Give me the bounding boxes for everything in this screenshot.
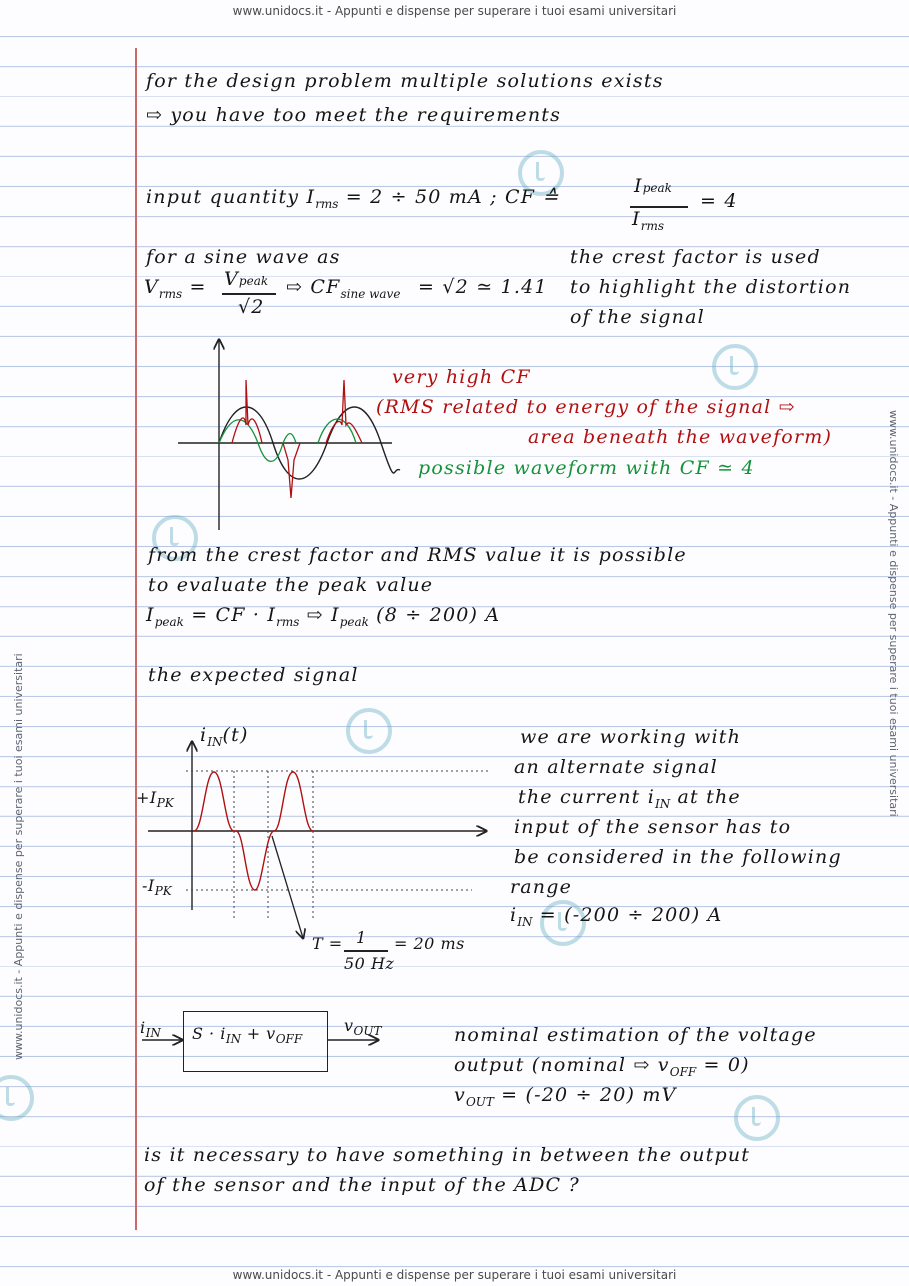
page-header-watermark: www.unidocs.it - Appunti e dispense per superare i tuoi esami universitari	[232, 4, 677, 18]
nominal-text-2: output (nominal ⇨ $v_{OFF} = 0$)	[454, 1054, 750, 1079]
work-text-1: we are working with	[520, 726, 742, 748]
peak-text-2: to evaluate the peak value	[148, 574, 434, 596]
red-spike-waveform	[232, 380, 362, 498]
line-design-problem: for the design problem multiple solutions exists	[146, 70, 664, 92]
sine-wave-label: for a sine wave as	[146, 246, 341, 268]
work-text-4: input of the sensor has to	[514, 816, 792, 838]
crest-note-2: to highlight the distortion	[570, 276, 852, 298]
period-denominator: 50 Hz	[344, 954, 395, 973]
green-waveform	[219, 419, 356, 461]
question-text-1: is it necessary to have something in between the output	[144, 1144, 751, 1166]
waveform-sketch	[178, 340, 400, 530]
input-quantity-label: input quantity $I_{rms} = 2 \div 50$ mA ; CF ≙	[146, 186, 560, 211]
side-watermark-right: www.unidocs.it - Appunti e dispense per superare i tuoi esami universitari	[887, 410, 900, 817]
cf-denominator: $I_{rms}$	[632, 208, 664, 233]
red-note-3: area beneath the waveform)	[528, 426, 833, 448]
page-footer-watermark: www.unidocs.it - Appunti e dispense per superare i tuoi esami universitari	[232, 1268, 677, 1282]
vrms-label: $V_{rms}$ =	[144, 276, 207, 301]
nominal-text-3: $v_{OUT} = (-20 \div 20)$ mV	[454, 1084, 677, 1109]
red-note-1: very high CF	[392, 366, 531, 388]
plus-ipk-label: $+I_{PK}$	[136, 788, 174, 811]
expected-signal-heading: the expected signal	[148, 664, 359, 686]
peak-text-1: from the crest factor and RMS value it is possible	[148, 544, 687, 566]
crest-note-1: the crest factor is used	[570, 246, 821, 268]
block-input-label: $i_{IN}$	[140, 1018, 161, 1041]
plot-axis-label: $i_{IN}(t)$	[200, 724, 249, 749]
minus-ipk-label: $-I_{PK}$	[142, 876, 172, 899]
line-requirements: ⇨ you have too meet the requirements	[146, 104, 562, 126]
block-output-label: $v_{OUT}$	[344, 1016, 382, 1039]
sqrt2-denominator: √2	[238, 296, 265, 318]
green-note: possible waveform with CF ≃ 4	[418, 457, 755, 479]
period-numerator: 1	[356, 928, 367, 947]
range-formula: $i_{IN} = (-200 \div 200)$ A	[510, 904, 723, 929]
cf-sine-label: ⇨ $CF_{sine wave}$	[286, 276, 401, 301]
work-text-2: an alternate signal	[514, 756, 718, 778]
vpeak-numerator: Vpeak	[224, 268, 269, 290]
sensor-block-formula: $S \cdot i_{IN} + v_{OFF}$	[192, 1024, 303, 1047]
cf-sine-value: = √2 ≃ 1.41	[418, 276, 548, 298]
red-note-2: (RMS related to energy of the signal ⇨	[376, 396, 796, 418]
nominal-text-1: nominal estimation of the voltage	[454, 1024, 817, 1046]
cf-numerator: Ipeak	[634, 175, 672, 197]
peak-formula: $I_{peak}$ = CF · $I_{rms}$ ⇨ $I_{peak}$ (8 ÷ 200) A	[146, 604, 501, 629]
period-label: T =	[312, 934, 343, 953]
cf-value: = 4	[700, 190, 738, 212]
work-text-6: range	[510, 876, 573, 898]
question-text-2: of the sensor and the input of the ADC ?	[144, 1174, 580, 1196]
crest-note-3: of the signal	[570, 306, 705, 328]
work-text-5: be considered in the following	[514, 846, 842, 868]
side-watermark-left: www.unidocs.it - Appunti e dispense per superare i tuoi esami universitari	[12, 653, 25, 1060]
work-text-3: the current $i_{IN}$ at the	[518, 786, 741, 811]
period-pointer-arrow	[272, 836, 303, 938]
period-value: = 20 ms	[394, 934, 465, 953]
expected-signal-plot	[148, 742, 490, 938]
